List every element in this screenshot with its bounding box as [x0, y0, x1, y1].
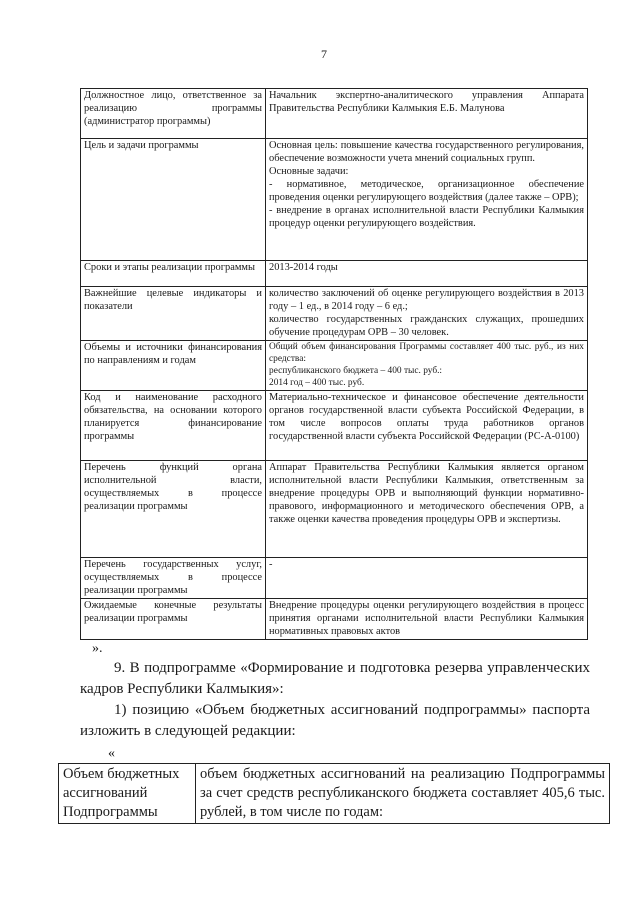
table-row: [81, 461, 588, 558]
row-value-line: Материально-техническое и финансовое обеспечение деятельности органов государственной власти субъекта Российской Федерации, в том числе вопросов оплаты труда работников органов государственной власти субъекта Российской Федерации (РС-А-0100): [269, 392, 584, 442]
budget-value: объем бюджетных ассигнований на реализацию Подпрограммы за счет средств республиканского бюджета составляет 405,6 тыс. рублей, в том числе по годам:: [196, 764, 610, 824]
row-value-line: -: [269, 559, 273, 570]
row-label: Перечень государственных услуг, осуществляемых в процессе реализации программы: [81, 558, 266, 599]
row-value-line: Основные задачи:: [269, 166, 349, 177]
row-label: Объемы и источники финансирования по направлениям и годам: [81, 341, 266, 391]
row-label: Код и наименование расходного обязательства, на основании которого планируется финансирование программы: [81, 391, 266, 461]
row-value-line: количество государственных гражданских служащих, прошедших обучение процедурам ОРВ – 30 человек.: [269, 314, 584, 338]
table-row: [81, 341, 588, 391]
row-value-line: Аппарат Правительства Республики Калмыкия является органом исполнительной власти Республики Калмыкия, ответственным за внедрение процедуры ОРВ и выполняющий функции нормативно-правового, информационного и методического обеспечения ОРВ, а также оценки качества проведения процедуры ОРВ и экспертизы.: [269, 462, 584, 525]
row-label: Должностное лицо, ответственное за реализацию программы (администратор программы): [81, 89, 266, 139]
row-label: Важнейшие целевые индикаторы и показатели: [81, 287, 266, 341]
table-row: [81, 89, 588, 139]
paragraph-1: 1) позицию «Объем бюджетных ассигнований подпрограммы» паспорта изложить в следующей редакции:: [80, 702, 590, 739]
table-row: [81, 391, 588, 461]
row-value: [266, 139, 588, 261]
row-label: Сроки и этапы реализации программы: [81, 261, 266, 287]
table-row: [81, 139, 588, 261]
row-label: Ожидаемые конечные результаты реализации программы: [81, 599, 266, 640]
row-value-line: Начальник экспертно-аналитического управления Аппарата Правительства Республики Калмыкия Е.Б. Малунова: [269, 90, 584, 114]
row-value: [266, 599, 588, 640]
table-row: [81, 599, 588, 640]
row-value: [266, 261, 588, 287]
page-number: 7: [321, 47, 327, 61]
row-value-line: Основная цель: повышение качества государственного регулирования, обеспечение возможности учета мнений социальных групп.: [269, 140, 584, 164]
row-value-line: - нормативное, методическое, организационное обеспечение проведения оценки регулирующего воздействия (далее также – ОРВ);: [269, 179, 584, 203]
row-value: [266, 558, 588, 599]
row-value-line: - внедрение в органах исполнительной власти Республики Калмыкия процедур оценки регулирующего воздействия.: [269, 205, 584, 229]
row-value-line: Общий объем финансирования Программы составляет 400 тыс. руб., из них средства:: [269, 342, 584, 364]
budget-table: [58, 763, 610, 824]
row-value: [266, 391, 588, 461]
closing-quote: ».: [92, 641, 103, 656]
table-row: [81, 261, 588, 287]
table-row: [81, 287, 588, 341]
row-value-line: 2013-2014 годы: [269, 262, 338, 273]
row-value-line: Внедрение процедуры оценки регулирующего воздействия в процесс принятия органами исполнительной власти Республики Калмыкия нормативных правовых актов: [269, 600, 584, 637]
row-value: [266, 287, 588, 341]
row-value: [266, 461, 588, 558]
opening-quote: «: [108, 746, 115, 761]
row-value-line: количество заключений об оценке регулирующего воздействия в 2013 году – 1 ед., в 2014 году – 6 ед.;: [269, 288, 584, 312]
row-value-line: 2014 год – 400 тыс. руб.: [269, 378, 365, 388]
row-label: Перечень функций органа исполнительной власти, осуществляемых в процессе реализации программы: [81, 461, 266, 558]
table-row: [81, 558, 588, 599]
paragraph-9: 9. В подпрограмме «Формирование и подготовка резерва управленческих кадров Республики Калмыкия»:: [80, 660, 590, 697]
row-value: [266, 341, 588, 391]
program-passport-table: [80, 88, 588, 640]
budget-label: Объем бюджетных ассигнований Подпрограммы: [59, 764, 196, 824]
table-row: [59, 764, 610, 824]
row-value: [266, 89, 588, 139]
row-value-line: республиканского бюджета – 400 тыс. руб.:: [269, 366, 443, 376]
row-label: Цель и задачи программы: [81, 139, 266, 261]
